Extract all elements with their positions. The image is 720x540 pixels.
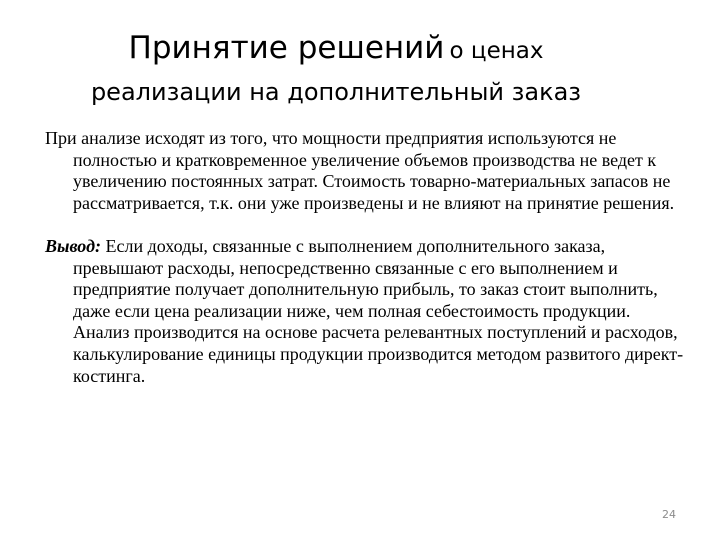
slide-body xyxy=(45,128,685,387)
slide-title-line-1 xyxy=(0,28,672,73)
slide-title-line-2: реализации на дополнительный заказ xyxy=(90,78,582,106)
slide-title-sub: о ценах xyxy=(449,38,544,64)
paragraph-analysis-text: При анализе исходят из того, что мощности предприятия используются не полностью и кратковременное увеличение объемов производства не ведет к увеличению постоянных затрат. Стоимость товарно-материальных запасов не рассматривается, т.к. они уже произведены и не влияют на принятие решения. xyxy=(45,128,675,213)
paragraph-analysis xyxy=(45,128,685,214)
conclusion-label: Вывод: xyxy=(45,235,101,256)
page-number: 24 xyxy=(662,508,676,521)
paragraph-conclusion xyxy=(45,236,685,387)
paragraph-conclusion-text: Если доходы, связанные с выполнением дополнительного заказа, превышают расходы, непосредственно связанные с его выполнением и предприятие получает дополнительную прибыль, то заказ стоит выполнить, даже если цена реализации ниже, чем полная себестоимость продукции. Анализ производится на основе расчета релевантных поступлений и расходов, калькулирование единицы продукции производится методом развитого директ-костинга. xyxy=(73,235,684,386)
slide-title xyxy=(0,28,672,111)
slide-title-main: Принятие решений xyxy=(128,30,445,66)
